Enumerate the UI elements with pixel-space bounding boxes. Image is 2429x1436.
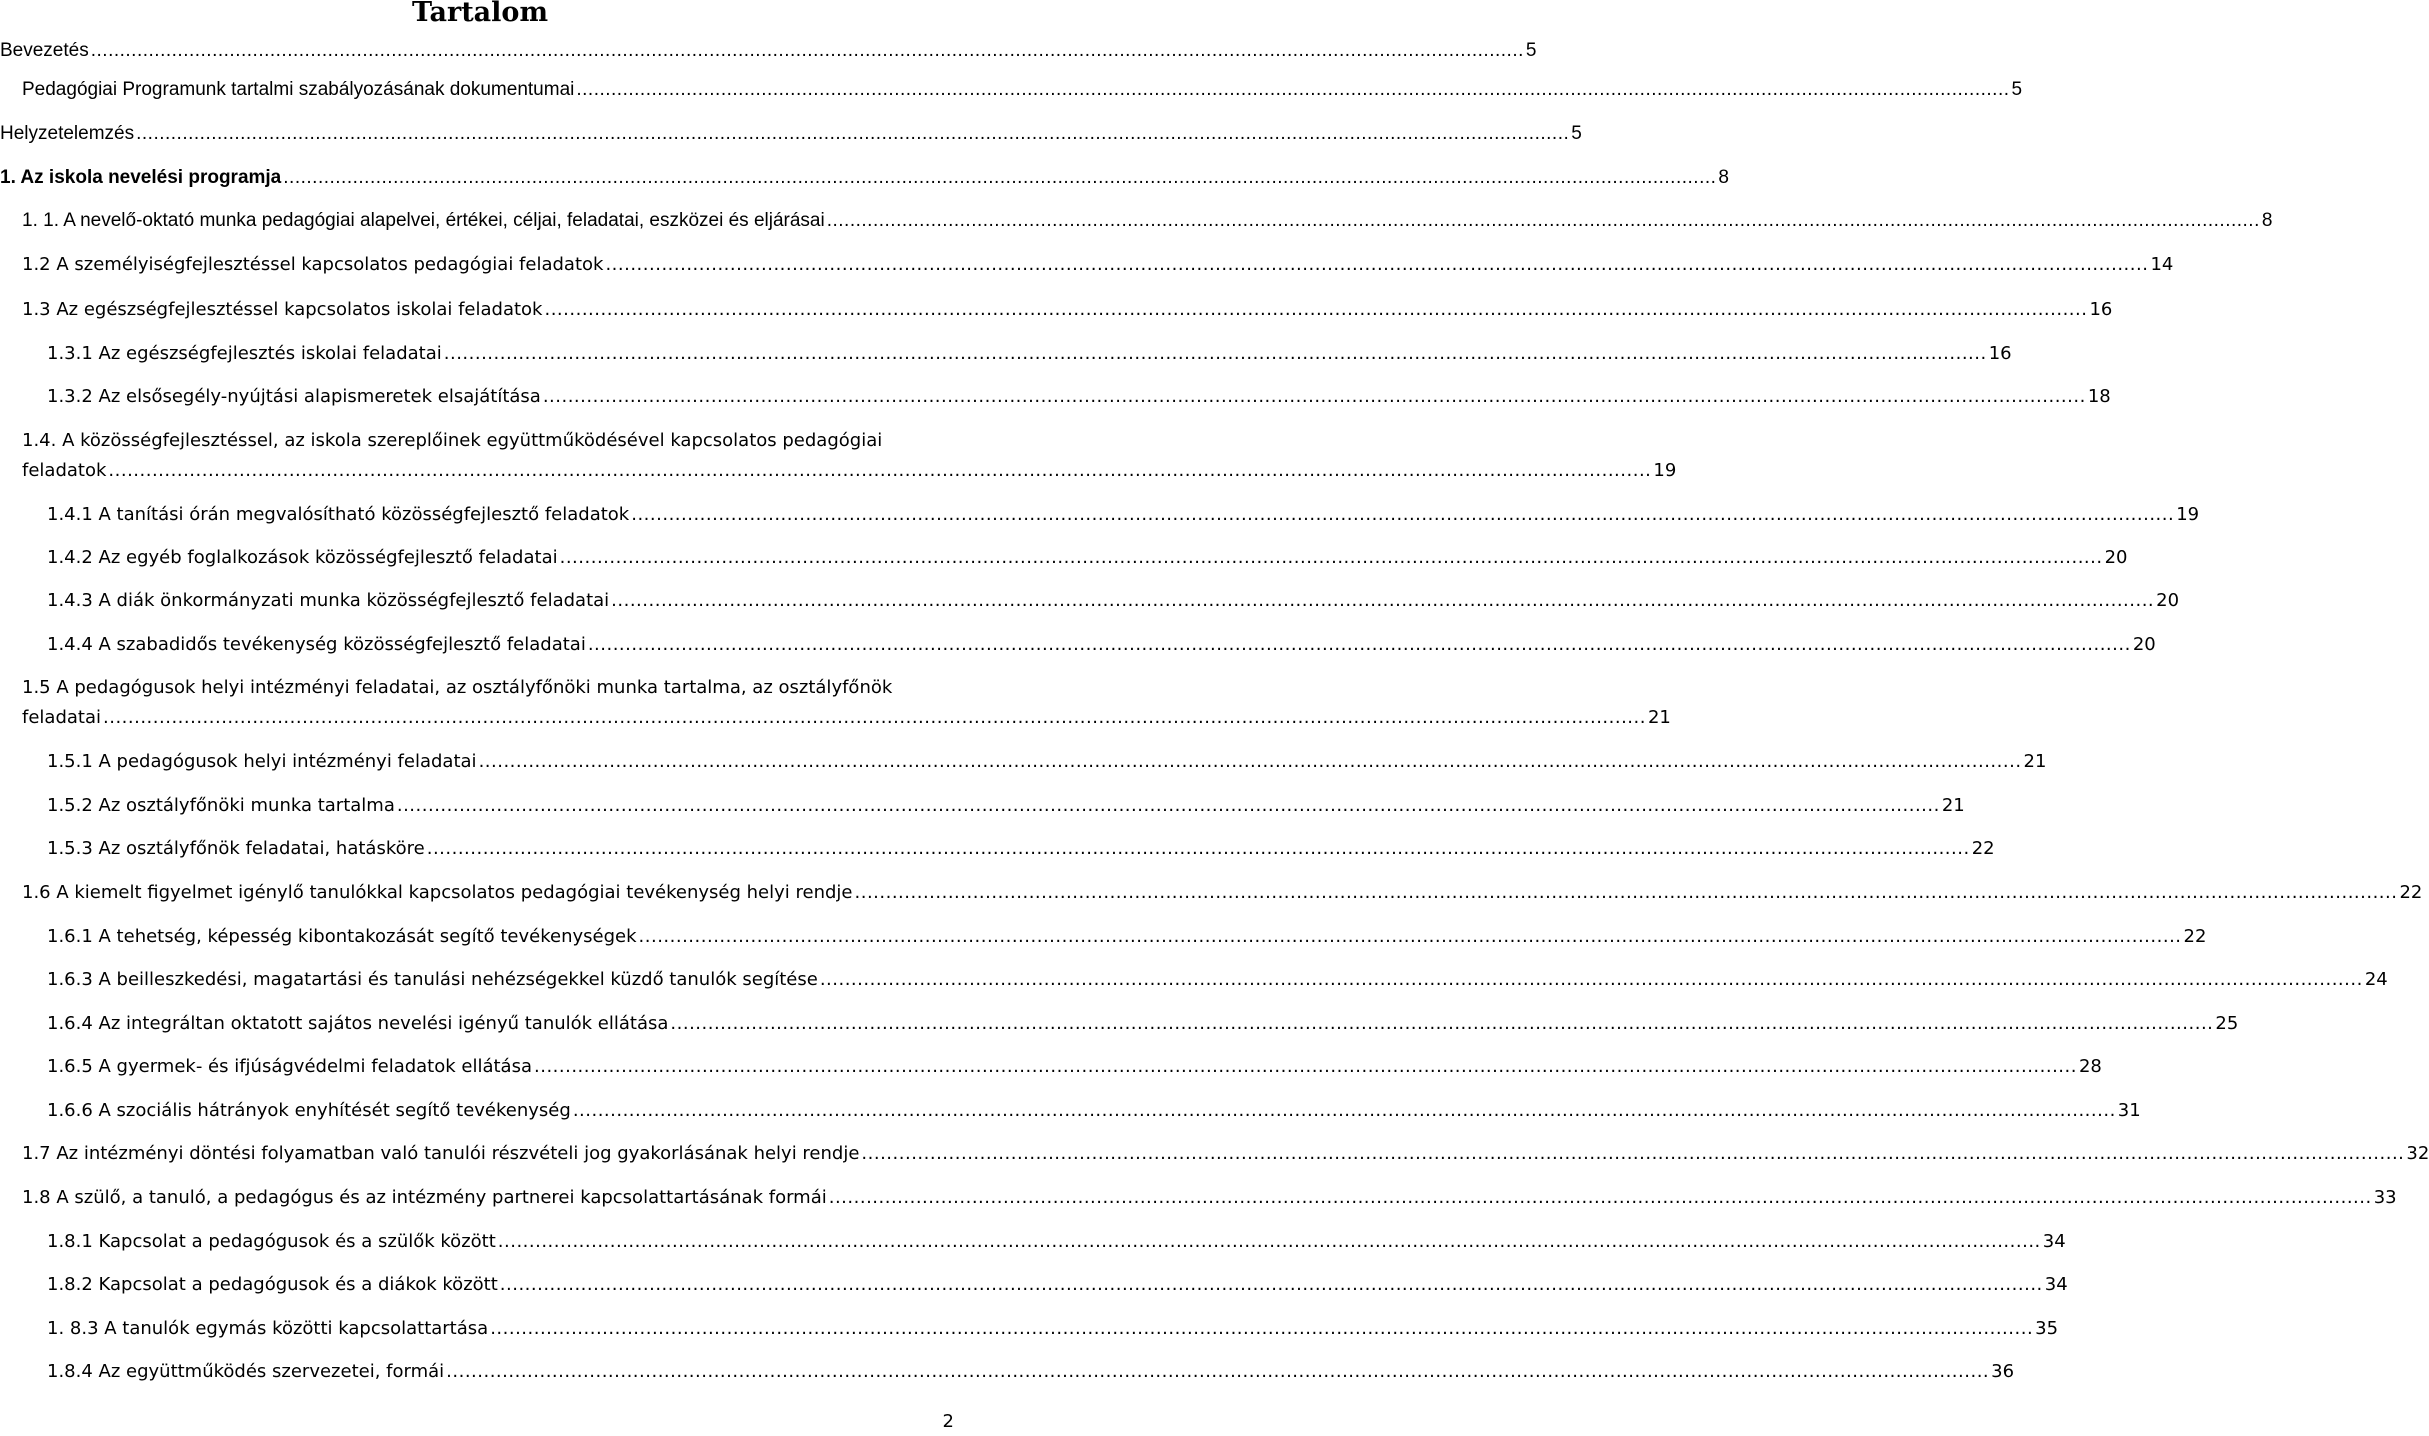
toc-entry[interactable] (0, 119, 1582, 149)
toc-entry-page: 5 (1571, 123, 1582, 144)
toc-entry-page: 21 (2023, 751, 2047, 772)
toc-entry[interactable] (0, 1270, 2068, 1300)
toc-entry[interactable] (0, 36, 1537, 66)
toc-entry-page: 22 (2399, 882, 2423, 903)
toc-entry[interactable] (0, 1009, 2239, 1039)
toc-entry-page: 5 (2011, 79, 2023, 100)
dot-leader (427, 834, 1970, 864)
dot-leader (500, 1270, 2043, 1300)
dot-leader (397, 791, 1940, 821)
toc-entry-title: 1.5.3 Az osztályfőnök feladatai, hatásköre (47, 838, 425, 859)
toc-entry-page: 32 (2406, 1143, 2429, 1164)
toc-entry-page: 14 (2150, 254, 2174, 275)
toc-entry-title: 1.3 Az egészségfejlesztéssel kapcsolatos iskolai feladatok (22, 299, 543, 320)
toc-entry-title: 1.4.2 Az egyéb foglalkozások közösségfejlesztő feladatai (47, 547, 558, 568)
toc-entry-title: 1.2 A személyiségfejlesztéssel kapcsolatos pedagógiai feladatok (22, 254, 604, 275)
toc-entry[interactable] (0, 75, 2023, 105)
toc-entry-page: 20 (2132, 634, 2156, 655)
toc-entry-title: 1.8.1 Kapcsolat a pedagógusok és a szülők között (47, 1231, 496, 1252)
toc-entry-page: 21 (1941, 795, 1965, 816)
dot-leader (611, 586, 2154, 616)
dot-leader (103, 703, 1646, 733)
dot-leader (283, 163, 1716, 193)
toc-entry-title: 1. Az iskola nevelési programja (0, 167, 282, 188)
toc-entry[interactable] (0, 543, 2128, 573)
toc-entry-title: 1.4.1 A tanítási órán megvalósítható közösségfejlesztő feladatok (47, 504, 630, 525)
toc-entry-title: 1. 8.3 A tanulók egymás közötti kapcsolattartása (47, 1318, 489, 1339)
toc-entry[interactable] (0, 1357, 2015, 1387)
toc-entry[interactable] (0, 630, 2156, 660)
toc-entry[interactable] (0, 1227, 2066, 1257)
toc-entry-title: 1. 1. A nevelő-oktató munka pedagógiai alapelvei, értékei, céljai, feladatai, eszközei és eljárásai (22, 210, 825, 231)
toc-entry[interactable] (0, 673, 1671, 733)
toc-entry-page: 16 (2089, 299, 2113, 320)
dot-leader (861, 1139, 2404, 1169)
toc-entry[interactable] (0, 1139, 2429, 1169)
dot-leader (827, 206, 2260, 236)
toc-entry[interactable] (0, 500, 2200, 530)
dot-leader (534, 1052, 2077, 1082)
toc-entry-title: 1.4. A közösségfejlesztéssel, az iskola szereplőinek együttműködésével kapcsolatos pedagógiai (22, 430, 883, 451)
toc-entry-title: 1.8.2 Kapcsolat a pedagógusok és a diákok között (47, 1274, 498, 1295)
toc-entry-title: 1.5.2 Az osztályfőnöki munka tartalma (47, 795, 395, 816)
toc-entry-page: 35 (2035, 1318, 2059, 1339)
toc-entry-page: 21 (1647, 707, 1671, 728)
toc-entry-page: 20 (2104, 547, 2128, 568)
toc-entry-page: 18 (2087, 386, 2111, 407)
toc-entry[interactable] (0, 586, 2180, 616)
page-title: Tartalom (411, 0, 549, 28)
toc-entry[interactable] (0, 339, 2012, 369)
dot-leader (631, 500, 2174, 530)
toc-entry-title: 1.6.3 A beilleszkedési, magatartási és tanulási nehézségekkel küzdő tanulók segítése (47, 969, 818, 990)
toc-entry-page: 22 (2183, 926, 2207, 947)
toc-entry-page: 16 (1988, 343, 2012, 364)
dot-leader (446, 1357, 1989, 1387)
dot-leader (560, 543, 2103, 573)
toc-entry-page: 24 (2364, 969, 2388, 990)
dot-leader (829, 1183, 2372, 1213)
dot-leader (136, 119, 1569, 149)
toc-entry-title: 1.8.4 Az együttműködés szervezetei, formái (47, 1361, 445, 1382)
dot-leader (588, 630, 2131, 660)
page-number: 2 (942, 1411, 954, 1432)
toc-entry-title: Pedagógiai Programunk tartalmi szabályozásának dokumentumai (22, 79, 575, 100)
toc-entry-title: 1.3.2 Az elsősegély-nyújtási alapismeretek elsajátítása (47, 386, 541, 407)
toc-entry-page: 19 (1653, 460, 1677, 481)
dot-leader (573, 1096, 2116, 1126)
toc-entry-title: 1.7 Az intézményi döntési folyamatban való tanulói részvételi jog gyakorlásának helyi rendje (22, 1143, 860, 1164)
toc-entry-page: 28 (2078, 1056, 2102, 1077)
toc-entry-page: 8 (1718, 167, 1729, 188)
toc-entry-title: 1.6.1 A tehetség, képesség kibontakozását segítő tevékenységek (47, 926, 637, 947)
toc-entry-page: 5 (1525, 40, 1537, 61)
toc-entry-page: 36 (1991, 1361, 2015, 1382)
toc-entry-title: 1.5 A pedagógusok helyi intézményi feladatai, az osztályfőnöki munka tartalma, az osztályfőnök (22, 677, 893, 698)
toc-entry[interactable] (0, 206, 2273, 236)
toc-entry-title: 1.5.1 A pedagógusok helyi intézményi feladatai (47, 751, 477, 772)
toc-entry-page: 20 (2156, 590, 2180, 611)
toc-entry-title: 1.4.4 A szabadidős tevékenység közösségfejlesztő feladatai (47, 634, 586, 655)
toc-entry[interactable] (0, 1314, 2059, 1344)
toc-entry[interactable] (0, 878, 2423, 908)
toc-entry-title: 1.3.1 Az egészségfejlesztés iskolai feladatai (47, 343, 442, 364)
toc-entry-page: 25 (2215, 1013, 2239, 1034)
toc-entry[interactable] (0, 791, 1965, 821)
toc-entry[interactable] (0, 747, 2047, 777)
toc-entry-title: 1.6.4 Az integráltan oktatott sajátos nevelési igényű tanulók ellátása (47, 1013, 669, 1034)
toc-entry[interactable] (0, 1052, 2102, 1082)
toc-entry[interactable] (0, 250, 2174, 280)
dot-leader (490, 1314, 2033, 1344)
toc-entry-page: 33 (2373, 1187, 2397, 1208)
dot-leader (544, 295, 2087, 325)
toc-entry[interactable] (0, 163, 1729, 193)
dot-leader (444, 339, 1987, 369)
toc-entry-title: 1.6.6 A szociális hátrányok enyhítését segítő tevékenység (47, 1100, 571, 1121)
toc-entry[interactable] (0, 1183, 2397, 1213)
dot-leader (543, 382, 2086, 412)
dot-leader (820, 965, 2363, 995)
dot-leader (91, 36, 1524, 66)
dot-leader (639, 922, 2182, 952)
toc-entry-page: 31 (2117, 1100, 2141, 1121)
toc-entry-title-continued: feladatok (22, 460, 107, 481)
dot-leader (498, 1227, 2041, 1257)
toc-entry-page: 22 (1971, 838, 1995, 859)
toc-entry-title-continued: feladatai (22, 707, 101, 728)
toc-entry-page: 34 (2044, 1274, 2068, 1295)
toc-entry-page: 19 (2176, 504, 2200, 525)
toc-entry-title: 1.6 A kiemelt figyelmet igénylő tanulókkal kapcsolatos pedagógiai tevékenység helyi rendje (22, 882, 853, 903)
toc-entry-title: 1.8 A szülő, a tanuló, a pedagógus és az intézmény partnerei kapcsolattartásának formái (22, 1187, 827, 1208)
dot-leader (855, 878, 2398, 908)
toc-entry[interactable] (0, 382, 2111, 412)
dot-leader (605, 250, 2148, 280)
toc-entry[interactable] (0, 965, 2388, 995)
toc-entry-page: 34 (2042, 1231, 2066, 1252)
dot-leader (670, 1009, 2213, 1039)
toc-entry-title: 1.4.3 A diák önkormányzati munka közösségfejlesztő feladatai (47, 590, 610, 611)
toc-entry-title: Helyzetelemzés (0, 123, 135, 144)
toc-entry[interactable] (0, 295, 2113, 325)
toc-entry[interactable] (0, 834, 1995, 864)
toc-entry-title: 1.6.5 A gyermek- és ifjúságvédelmi feladatok ellátása (47, 1056, 532, 1077)
toc-entry-title: Bevezetés (0, 40, 89, 61)
toc-entry[interactable] (0, 922, 2207, 952)
toc-entry[interactable] (0, 1096, 2141, 1126)
toc-entry[interactable] (0, 426, 1677, 486)
dot-leader (576, 75, 2009, 105)
dot-leader (108, 456, 1651, 486)
dot-leader (479, 747, 2022, 777)
toc-entry-page: 8 (2261, 210, 2273, 231)
